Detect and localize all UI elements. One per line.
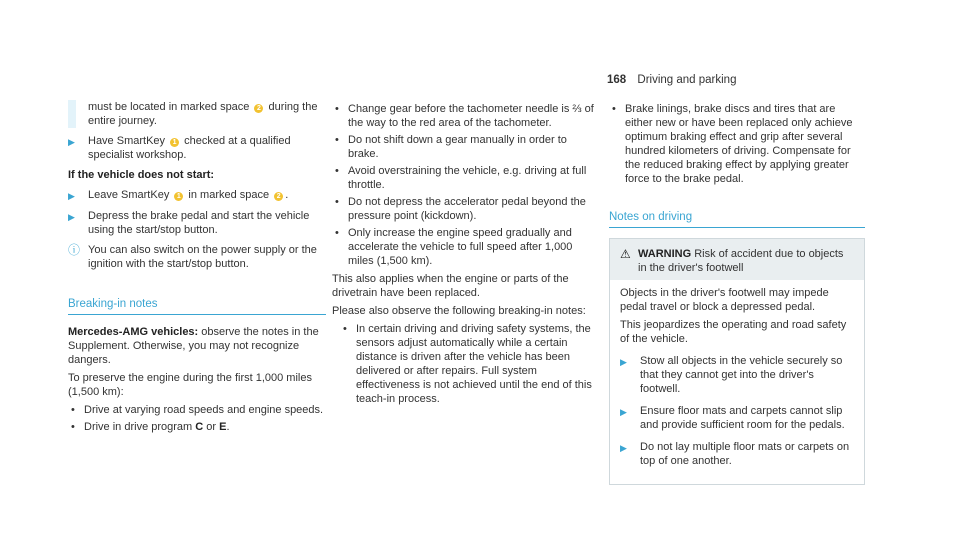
warning-text: Objects in the driver's footwell may impede pedal travel or block a depressed pedal. [620,287,829,313]
bullet-list [68,403,326,434]
info-note: ⓘ You can also switch on the power supply or the ignition with the start/stop button. [68,243,317,270]
list-item: • Drive in drive program C or E. [71,421,230,433]
step-arrow-icon: ▶ [620,443,627,453]
warning-text: This jeopardizes the operating and road safety of the vehicle. [620,319,847,345]
marked-space-2-icon: 2 [274,192,283,201]
step-item: ▶ Depress the brake pedal and start the vehicle using the start/stop button. [68,210,310,236]
step-item: ▶ Stow all objects in the vehicle securely so that they cannot get into the driver's footwell. [620,355,843,395]
smartkey-1-icon: 1 [170,138,179,147]
sub-bullet-list [332,322,600,406]
list-item: • Avoid overstraining the vehicle, e.g. driving at full throttle. [335,165,587,191]
list-item: • Do not depress the accelerator pedal beyond the pressure point (kickdown). [335,196,586,222]
step-arrow-icon: ▶ [68,137,75,147]
step-item: ▶ Have SmartKey 1 checked at a qualified specialist workshop. [68,135,291,161]
preserve-text: To preserve the engine during the first 1,000 miles (1,500 km): [68,372,312,398]
list-item: • Drive at varying road speeds and engine speeds. [71,404,324,416]
smartkey-1-icon: 1 [174,192,183,201]
intro-text: must be located in marked space 2 during the entire journey. [68,100,326,128]
page-header [607,73,736,87]
column-2 [332,100,600,410]
column-1 [68,100,326,438]
info-icon: ⓘ [68,243,81,257]
subheading: If the vehicle does not start: [68,169,215,181]
bullet-list [332,102,600,268]
step-arrow-icon: ▶ [620,357,627,367]
section-heading-notes-on-driving: Notes on driving [609,210,865,228]
step-arrow-icon: ▶ [620,407,627,417]
warning-box [609,238,865,485]
warning-triangle-icon: ⚠ [620,247,631,261]
page-number: 168 [607,74,627,86]
list-item: • Only increase the engine speed gradually and accelerate the vehicle to full speed after 1,000 miles (1,500 km). [335,227,573,267]
list-item: • Brake linings, brake discs and tires that are either new or have been replaced only achieve optimum braking effect and grip after several hundred kilometers of driving. Compensate for the reduced braking effect by applying greater force to the brake pedal. [612,103,853,185]
paragraph: This also applies when the engine or parts of the drivetrain have been replaced. [332,273,569,299]
bullet-list [609,102,865,186]
step-item: ▶ Leave SmartKey 1 in marked space 2 . [68,189,289,201]
list-item: • Do not shift down a gear manually in order to brake. [335,134,567,160]
step-arrow-icon: ▶ [68,212,75,222]
warning-body [610,280,864,484]
amg-note: Mercedes-AMG vehicles: observe the notes in the Supplement. Otherwise, you may not recognize dangers. [68,326,319,366]
marked-space-2-icon: 2 [254,104,263,113]
section-heading-breaking-in: Breaking-in notes [68,297,326,315]
section-title: Driving and parking [637,74,737,86]
paragraph: Please also observe the following breaking-in notes: [332,305,586,317]
step-item: ▶ Ensure floor mats and carpets cannot slip and provide sufficient room for the pedals. [620,405,845,431]
list-item: • In certain driving and driving safety systems, the sensors adjust automatically while a certain distance is driven after the vehicle has been delivered or after repairs. Full system effectiveness is not achieved until the end of this teach-in process. [343,323,592,405]
warning-header: ⚠ WARNING Risk of accident due to objects in the driver's footwell [610,239,864,280]
list-item: • Change gear before the tachometer needle is ⅔ of the way to the red area of the tachometer. [335,103,594,129]
column-3 [609,100,865,485]
step-arrow-icon: ▶ [68,191,75,201]
step-item: ▶ Do not lay multiple floor mats or carpets on top of one another. [620,441,850,467]
